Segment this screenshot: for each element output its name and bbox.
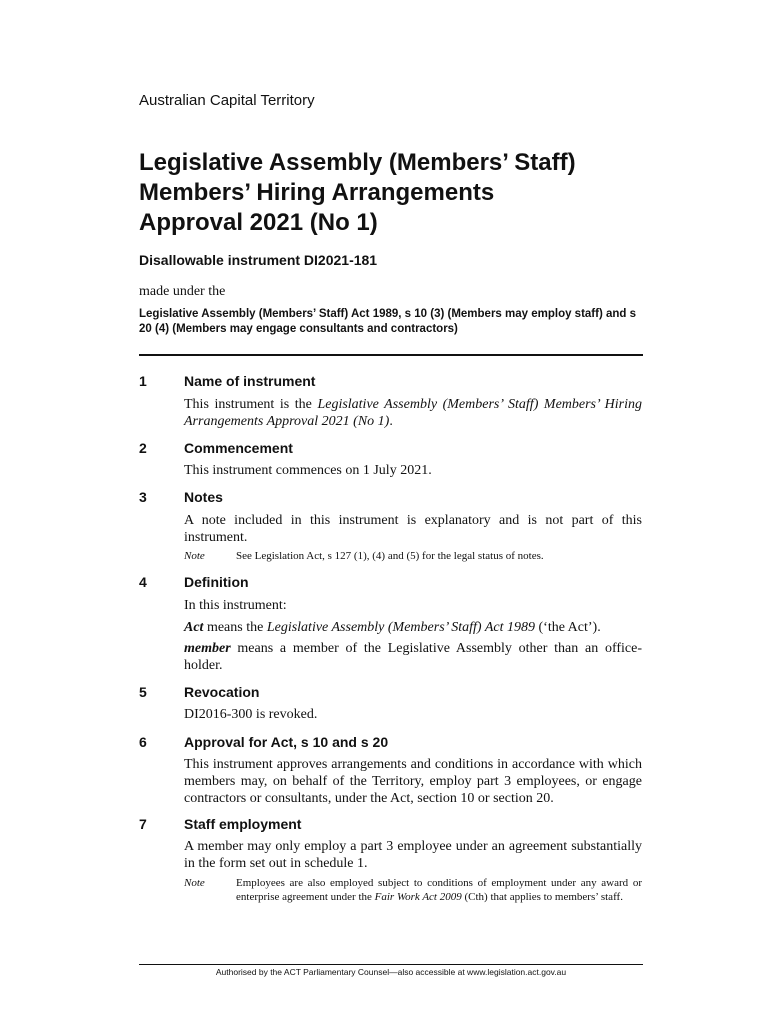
footer-authorisation: Authorised by the ACT Parliamentary Counsel—also accessible at www.legislation.act.gov.au bbox=[215, 967, 567, 977]
section-3-body: A note included in this instrument is explanatory and is not part of this instrument. bbox=[184, 513, 642, 545]
title-line-2: Members’ Hiring Arrangements bbox=[139, 179, 495, 206]
title-line-3: Approval 2021 (No 1) bbox=[139, 209, 378, 236]
section-7-number: 7 bbox=[139, 816, 147, 832]
section-7-note-text bbox=[236, 877, 642, 904]
section-7-note-text-end: (Cth) that applies to members’ staff. bbox=[461, 890, 623, 903]
section-7-body: A member may only employ a part 3 employee under an agreement substantially in the form set out in schedule 1. bbox=[184, 839, 642, 871]
instrument-number: Disallowable instrument DI2021-181 bbox=[139, 252, 378, 268]
footer-divider bbox=[139, 964, 643, 965]
section-6-heading: Approval for Act, s 10 and s 20 bbox=[184, 734, 389, 750]
definition-act bbox=[184, 619, 642, 636]
jurisdiction-label: Australian Capital Territory bbox=[139, 92, 315, 109]
section-2-heading: Commencement bbox=[184, 440, 293, 456]
instrument-title bbox=[139, 148, 659, 238]
section-5-body: DI2016-300 is revoked. bbox=[184, 707, 318, 722]
section-5-heading: Revocation bbox=[184, 684, 260, 700]
definition-act-text-end: (‘the Act’). bbox=[535, 620, 601, 635]
section-1-text: This instrument is the bbox=[184, 397, 318, 412]
section-1-text-end: . bbox=[389, 414, 393, 429]
section-7-note-act-name: Fair Work Act 2009 bbox=[374, 890, 462, 903]
section-3-heading: Notes bbox=[184, 489, 223, 505]
section-3-note-text: See Legislation Act, s 127 (1), (4) and (5) for the legal status of notes. bbox=[236, 550, 544, 562]
section-7-heading: Staff employment bbox=[184, 816, 302, 832]
section-4-heading: Definition bbox=[184, 574, 249, 590]
section-1-number: 1 bbox=[139, 373, 147, 389]
section-1-heading: Name of instrument bbox=[184, 373, 316, 389]
definition-act-name: Legislative Assembly (Members’ Staff) Act 1989 bbox=[266, 620, 535, 635]
section-2-body: This instrument commences on 1 July 2021. bbox=[184, 463, 432, 478]
definition-member-text: means a member of the Legislative Assembly other than an office-holder. bbox=[184, 641, 642, 673]
section-7-note-label: Note bbox=[184, 877, 205, 889]
authorising-law: Legislative Assembly (Members’ Staff) Act 1989, s 10 (3) (Members may employ staff) and s 20 (4) (Members may engage consultants and contractors) bbox=[139, 308, 637, 335]
section-5-number: 5 bbox=[139, 684, 147, 700]
section-1-body bbox=[184, 396, 642, 430]
section-3-note-label: Note bbox=[184, 550, 205, 562]
section-1-instrument-name: Legislative Assembly (Members’ Staff) Members’ Hiring Arrangements Approval 2021 (No 1) bbox=[184, 397, 643, 429]
made-under-label: made under the bbox=[139, 284, 226, 299]
header-divider bbox=[139, 354, 643, 356]
section-4-intro: In this instrument: bbox=[184, 598, 287, 613]
definition-member bbox=[184, 640, 642, 674]
definition-member-term: member bbox=[184, 641, 231, 656]
section-2-number: 2 bbox=[139, 440, 147, 456]
section-3-number: 3 bbox=[139, 489, 147, 505]
title-line-1: Legislative Assembly (Members’ Staff) bbox=[139, 149, 576, 176]
section-6-body: This instrument approves arrangements and conditions in accordance with which members may, on behalf of the Territory, employ part 3 employees, or engage contractors or consultants, under the Act, section 10 or section 20. bbox=[184, 757, 642, 806]
definition-act-text: means the bbox=[203, 620, 267, 635]
section-6-number: 6 bbox=[139, 734, 147, 750]
section-4-number: 4 bbox=[139, 574, 147, 590]
section-7-note-text-start: Employees are also employed subject to conditions of employment under any award or enterprise agreement under the bbox=[236, 877, 642, 903]
definition-act-term: Act bbox=[184, 620, 204, 635]
